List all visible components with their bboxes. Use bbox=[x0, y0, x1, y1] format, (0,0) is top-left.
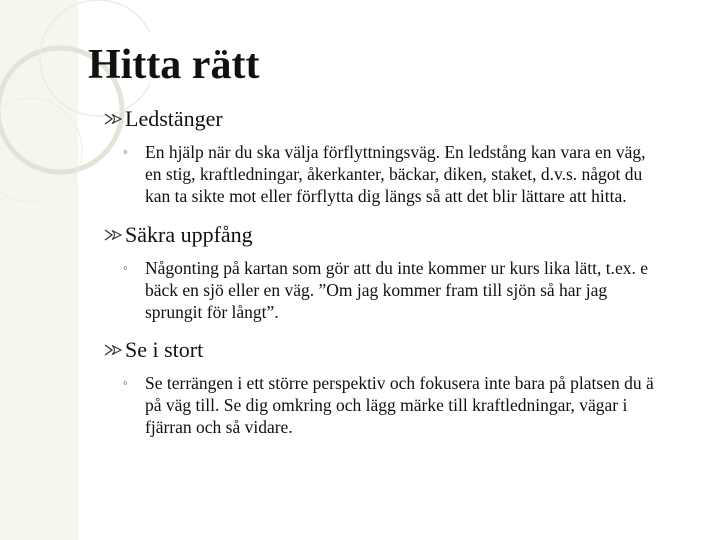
hollow-bullet-icon: ◦ bbox=[123, 260, 128, 275]
fancy-arrow-bullet-icon bbox=[103, 343, 123, 357]
level1-heading: Ledstänger bbox=[125, 106, 223, 131]
body-line: bäck en sjö eller en väg. ”Om jag kommer fram till sjön så har jag bbox=[145, 280, 608, 300]
body-line: fjärran och så vidare. bbox=[145, 417, 293, 437]
fancy-arrow-bullet-icon bbox=[103, 228, 123, 242]
section-se-i-stort bbox=[103, 335, 720, 438]
body-line: sprungit för långt”. bbox=[145, 302, 279, 322]
body-line: Någonting på kartan som gör att du inte kommer ur kurs lika lätt, t.ex. e bbox=[145, 258, 649, 278]
level1-item bbox=[103, 104, 720, 134]
hollow-bullet-icon: ◦ bbox=[123, 144, 128, 159]
level1-item bbox=[103, 335, 720, 365]
body-line: på väg till. Se dig omkring och lägg märke till kraftledningar, vägar i bbox=[145, 395, 628, 415]
level2-item bbox=[103, 141, 720, 207]
section-sakra-uppfang bbox=[103, 220, 720, 323]
slide-title: Hitta rätt bbox=[88, 42, 260, 88]
section-ledstanger bbox=[103, 104, 720, 207]
level1-item bbox=[103, 220, 720, 250]
level1-heading: Se i stort bbox=[125, 337, 204, 362]
level2-item bbox=[103, 257, 720, 323]
body-line: kan ta sikte mot eller förflytta dig längs så att det blir lättare att hitta. bbox=[145, 186, 627, 206]
hollow-bullet-icon: ◦ bbox=[123, 375, 128, 390]
body-line: en stig, kraftledningar, åkerkanter, bäckar, diken, staket, d.v.s. något du bbox=[145, 164, 643, 184]
fancy-arrow-bullet-icon bbox=[103, 112, 123, 126]
slide-content bbox=[103, 104, 720, 540]
level2-item bbox=[103, 372, 720, 438]
level1-heading: Säkra uppfång bbox=[125, 222, 253, 247]
body-line: Se terrängen i ett större perspektiv och fokusera inte bara på platsen du ä bbox=[145, 373, 654, 393]
body-line: En hjälp när du ska välja förflyttningsväg. En ledstång kan vara en väg, bbox=[145, 142, 646, 162]
